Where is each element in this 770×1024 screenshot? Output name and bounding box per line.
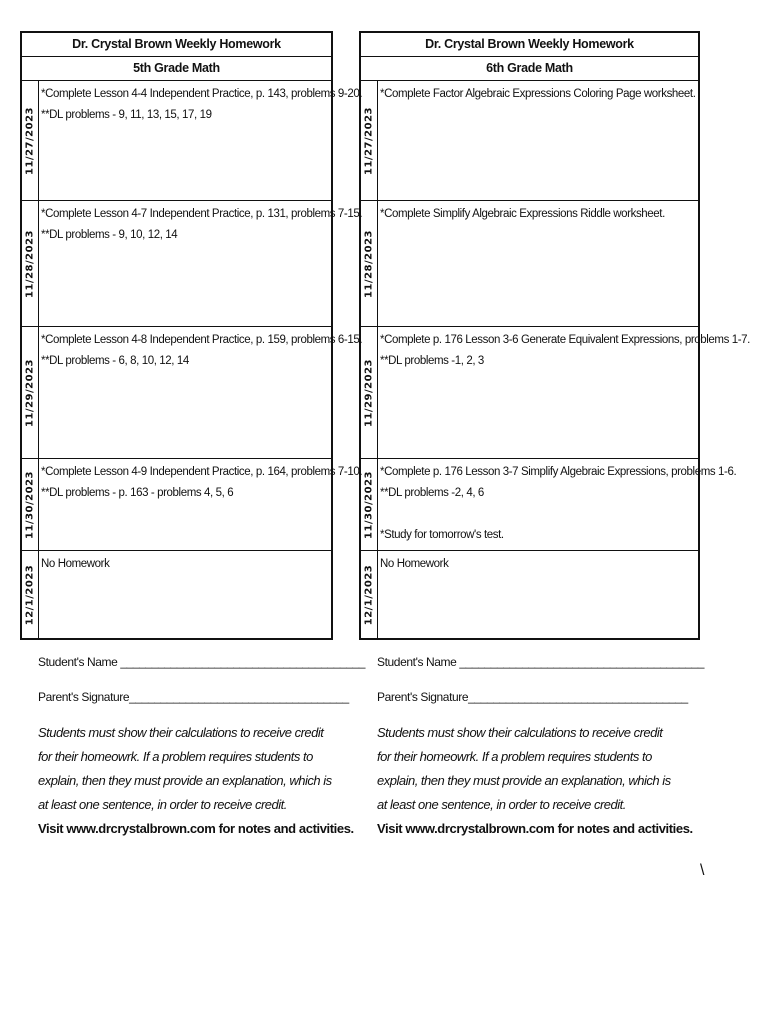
- task-line: *Study for tomorrow's test.: [380, 529, 504, 541]
- parent-signature-line: Parent's Signature___________________________________: [38, 690, 349, 704]
- parent-signature-line: Parent's Signature___________________________________: [377, 690, 688, 704]
- date-label: 12/1/2023: [363, 564, 375, 625]
- sheet-title: Dr. Crystal Brown Weekly Homework: [22, 33, 331, 57]
- task-cell: [378, 201, 698, 326]
- task-line: **DL problems -2, 4, 6: [380, 487, 484, 499]
- task-line: *Complete p. 176 Lesson 3-7 Simplify Algebraic Expressions, problems 1-6.: [380, 466, 737, 478]
- task-line: **DL problems - 9, 10, 12, 14: [41, 229, 178, 241]
- day-row: [361, 201, 698, 327]
- day-row: [22, 201, 363, 327]
- website-note: Visit www.drcrystalbrown.com for notes and activities.: [38, 821, 354, 836]
- sheet-subject: 6th Grade Math: [361, 57, 698, 81]
- date-cell: [361, 327, 378, 458]
- task-line: *Complete Lesson 4-4 Independent Practice, p. 143, problems 9-20.: [41, 88, 363, 100]
- date-label: 11/30/2023: [363, 470, 375, 539]
- date-cell: [22, 201, 39, 326]
- task-line: **DL problems - 9, 11, 13, 15, 17, 19: [41, 109, 212, 121]
- task-cell: [378, 81, 698, 200]
- day-row: [22, 459, 363, 551]
- task-cell: [378, 459, 736, 550]
- sheet-footer-6th-grade: [377, 651, 705, 841]
- task-cell: [39, 81, 362, 200]
- task-cell: [39, 459, 362, 550]
- website-note: Visit www.drcrystalbrown.com for notes and activities.: [377, 821, 693, 836]
- date-label: 11/27/2023: [24, 106, 36, 175]
- task-cell: [378, 327, 750, 458]
- date-label: 11/27/2023: [363, 106, 375, 175]
- day-row: [22, 327, 363, 459]
- student-name-line: Student's Name _______________________________________: [38, 655, 366, 669]
- instructions-note: Students must show their calculations to receive credit for their homeowrk. If a problem requires students to explain, then they must provide an explanation, which is at least one sentence, in order to receive credit.: [377, 725, 671, 812]
- task-cell: [39, 201, 362, 326]
- date-label: 11/29/2023: [24, 358, 36, 427]
- day-row: [361, 327, 750, 459]
- day-row: [361, 551, 698, 638]
- task-line: *Complete p. 176 Lesson 3-6 Generate Equivalent Expressions, problems 1-7.: [380, 334, 750, 346]
- task-line: *Complete Lesson 4-9 Independent Practice, p. 164, problems 7-10.: [41, 466, 363, 478]
- blank-line: [380, 504, 736, 525]
- task-cell: [39, 551, 331, 638]
- date-cell: [361, 201, 378, 326]
- date-cell: [22, 327, 39, 458]
- date-label: 11/28/2023: [24, 229, 36, 298]
- task-line: **DL problems - p. 163 - problems 4, 5, 6: [41, 487, 234, 499]
- sheet-title: Dr. Crystal Brown Weekly Homework: [361, 33, 698, 57]
- day-row: [22, 81, 363, 201]
- date-label: 12/1/2023: [24, 564, 36, 625]
- date-cell: [22, 551, 39, 638]
- homework-sheet-6th-grade: [359, 31, 750, 640]
- task-line: *Complete Factor Algebraic Expressions Coloring Page worksheet.: [380, 88, 696, 100]
- instructions-note: Students must show their calculations to receive credit for their homeowrk. If a problem requires students to explain, then they must provide an explanation, which is at least one sentence, in order to receive credit.: [38, 725, 332, 812]
- date-cell: [22, 81, 39, 200]
- date-cell: [22, 459, 39, 550]
- date-cell: [361, 551, 378, 638]
- day-row: [361, 81, 698, 201]
- task-line: No Homework: [380, 558, 449, 570]
- date-label: 11/28/2023: [363, 229, 375, 298]
- task-line: *Complete Lesson 4-7 Independent Practice, p. 131, problems 7-15.: [41, 208, 363, 220]
- sheet-footer-5th-grade: [38, 651, 366, 841]
- task-line: **DL problems -1, 2, 3: [380, 355, 484, 367]
- task-line: *Complete Simplify Algebraic Expressions Riddle worksheet.: [380, 208, 665, 220]
- date-label: 11/30/2023: [24, 470, 36, 539]
- stray-mark: \: [700, 862, 705, 879]
- homework-sheet-5th-grade: [20, 31, 363, 640]
- student-name-line: Student's Name _______________________________________: [377, 655, 705, 669]
- date-cell: [361, 81, 378, 200]
- task-cell: [39, 327, 362, 458]
- day-row: [361, 459, 737, 551]
- task-line: *Complete Lesson 4-8 Independent Practice, p. 159, problems 6-15.: [41, 334, 363, 346]
- day-row: [22, 551, 331, 638]
- date-label: 11/29/2023: [363, 358, 375, 427]
- sheet-subject: 5th Grade Math: [22, 57, 331, 81]
- task-line: **DL problems - 6, 8, 10, 12, 14: [41, 355, 189, 367]
- task-cell: [378, 551, 698, 638]
- task-line: No Homework: [41, 558, 110, 570]
- date-cell: [361, 459, 378, 550]
